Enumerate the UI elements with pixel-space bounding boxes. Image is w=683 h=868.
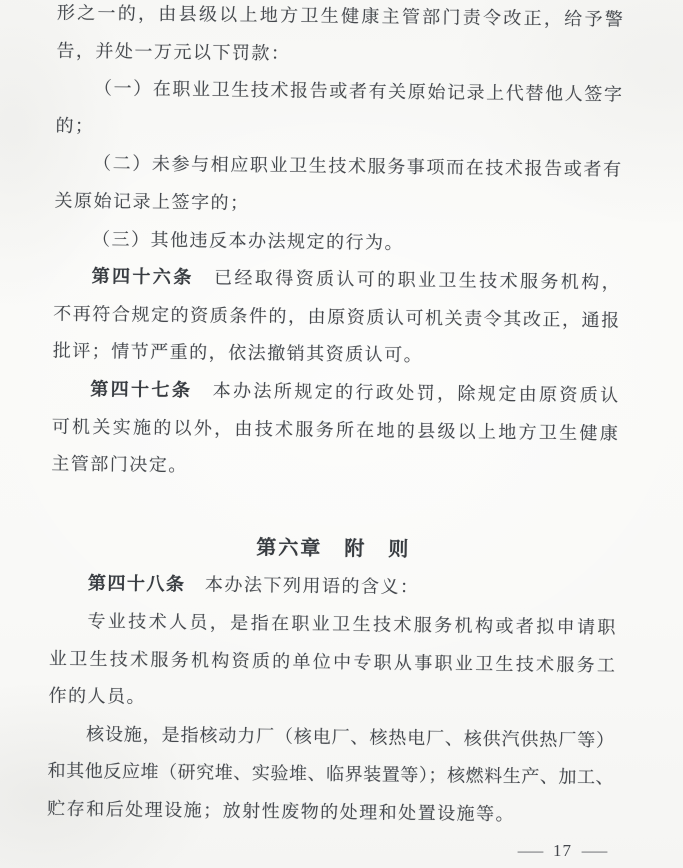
- text-line: 主管部门决定。: [51, 453, 188, 476]
- text-line: 和其他反应堆（研究堆、实验堆、临界装置等）；核燃料生产、加工、: [47, 760, 614, 788]
- text-line: 第四十七条 本办法所规定的行政处罚，除规定由原资质认: [90, 378, 619, 406]
- footer-dash-left: —: [517, 841, 544, 860]
- text-line: 形之一的，由县级以上地方卫生健康主管部门责令改正，给予警: [56, 2, 623, 30]
- text-line: 批评；情节严重的，依法撤销其资质认可。: [52, 340, 424, 366]
- text-line: （一）在职业卫生技术报告或者有关原始记录上代替他人签字: [93, 78, 623, 105]
- article-number: 第四十六条: [91, 266, 194, 288]
- text-line: 专业技术人员，是指在职业卫生技术服务机构或者拟申请职: [87, 610, 616, 638]
- text-line: （二）未参与相应职业卫生技术服务事项而在技术报告或者有: [92, 153, 622, 180]
- text-line: 核设施，是指核动力厂（核电厂、核热电厂、核供汽供热厂等）: [85, 723, 615, 751]
- page-footer: [517, 838, 608, 864]
- text-line: 可机关实施的以外，由技术服务所在地的县级以上地方卫生健康: [51, 416, 618, 443]
- text-line: 作的人员。: [48, 685, 147, 707]
- chapter-heading: 第六章 附 则: [256, 536, 411, 561]
- footer-dash-right: —: [581, 841, 608, 860]
- text-line: （三）其他违反本办法规定的行为。: [92, 228, 405, 253]
- page-number: 17: [553, 841, 572, 860]
- article-number: 第四十七条: [90, 378, 193, 401]
- text-line: 第四十六条 已经取得资质认可的职业卫生技术服务机构，: [91, 266, 620, 293]
- text-line: 关原始记录上签字的；: [54, 190, 250, 213]
- article-number: 第四十八条: [87, 573, 186, 595]
- text-line: 告，并处一万元以下罚款：: [56, 40, 291, 64]
- text-line: 贮存和后处理设施；放射性废物的处理和处置设施等。: [47, 798, 516, 825]
- text-line: 第四十八条 本办法下列用语的含义：: [87, 573, 420, 598]
- document-body: [47, 0, 623, 835]
- text-line: 业卫生技术服务机构资质的单位中专职从事职业卫生技术服务工: [48, 648, 616, 675]
- text-line: 的；: [55, 115, 95, 136]
- text-line: 不再符合规定的资质条件的，由原资质认可机关责令其改正，通报: [53, 303, 620, 331]
